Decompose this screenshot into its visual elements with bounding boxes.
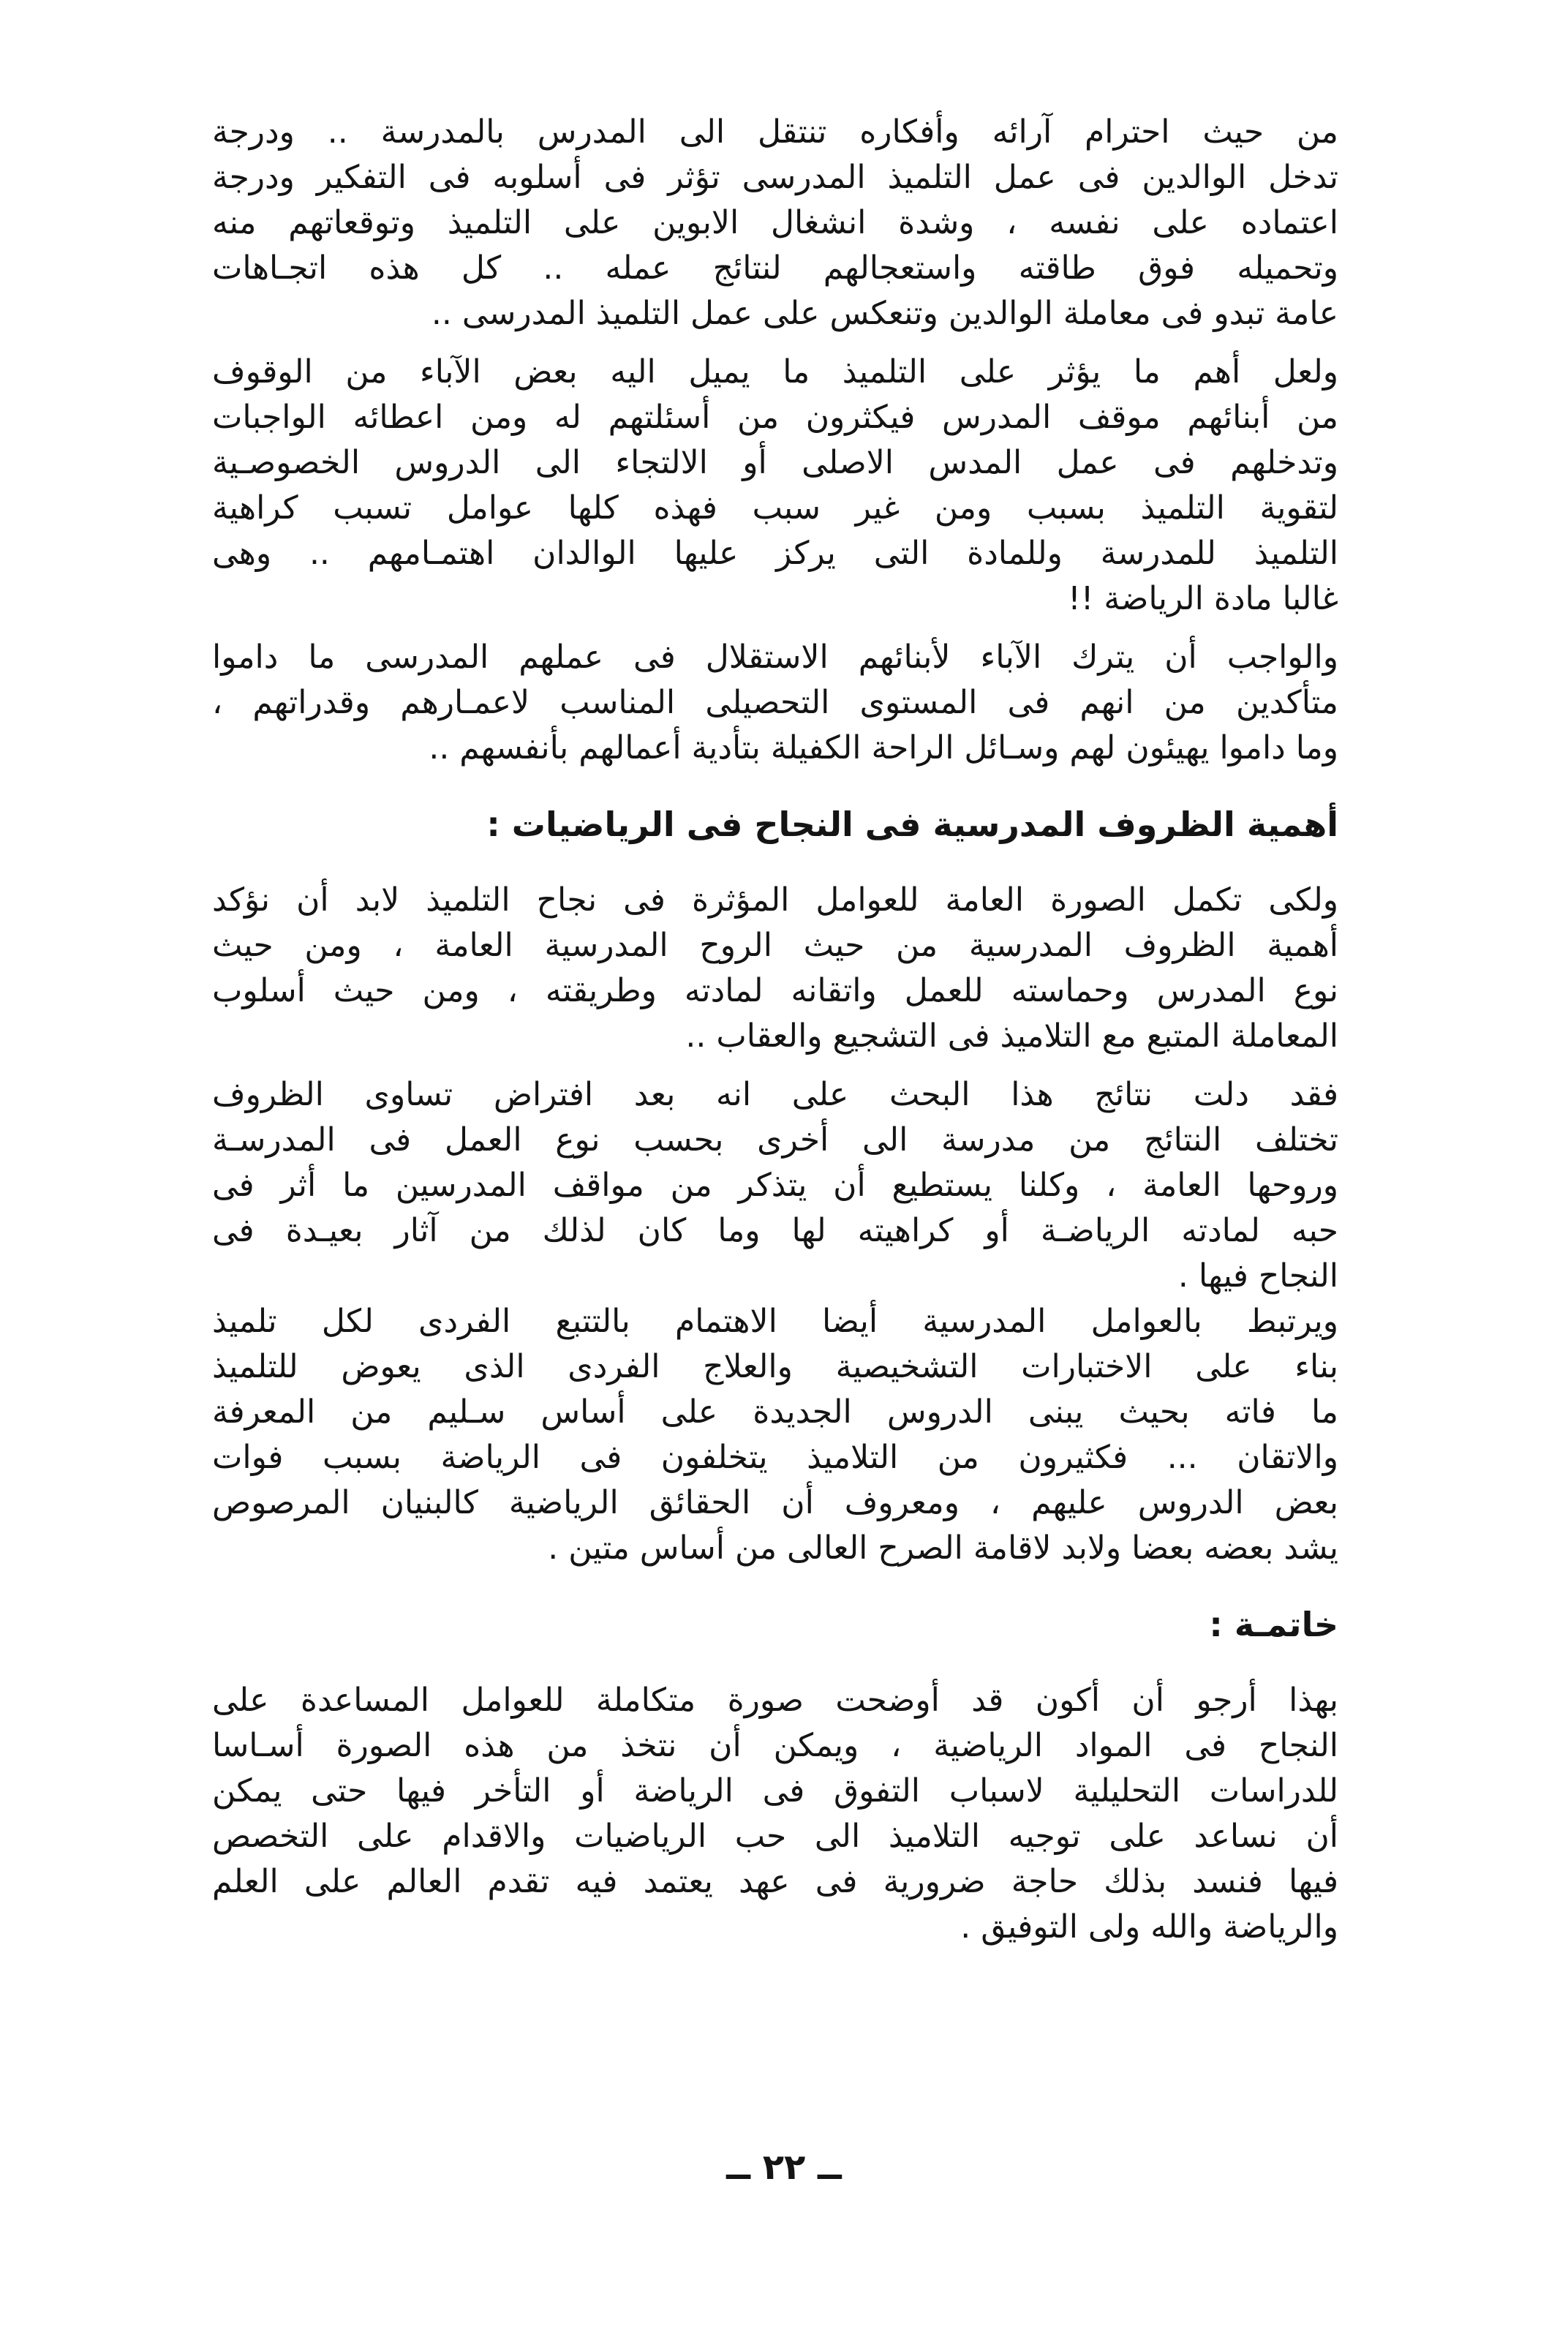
section-heading-conclusion: خاتمـة :	[1209, 1605, 1338, 1644]
text-line: تختلف النتائج من مدرسة الى أخرى بحسب نوع العمل فى المدرسـة	[212, 1121, 1338, 1159]
spacer	[212, 336, 1338, 350]
text-line: من أبنائهم موقف المدرس فيكثرون من أسئلتهم له ومن اعطائه الواجبات	[212, 399, 1338, 436]
text-line: أن نساعد على توجيه التلاميذ الى حب الرياضيات والاقدام على التخصص	[212, 1818, 1338, 1855]
spacer	[212, 1059, 1338, 1072]
text-line: التلميذ للمدرسة وللمادة التى يركز عليها الوالدان اهتمـامهم .. وهى	[212, 535, 1338, 572]
text-line: المعاملة المتبع مع التلاميذ فى التشجيع والعقاب ..	[685, 1017, 1338, 1055]
text-line: يشد بعضه بعضا ولابد لاقامة الصرح العالى من أساس متين .	[548, 1529, 1338, 1567]
text-line: غالبا مادة الرياضة !!	[1068, 580, 1338, 617]
page-number: ــ ٢٢ ــ	[726, 2147, 842, 2188]
paragraph-1	[212, 110, 1338, 336]
text-line: فيها فنسد بذلك حاجة ضرورية فى عهد يعتمد فيه تقدم العالم على العلم	[212, 1863, 1338, 1900]
text-line: بعض الدروس عليهم ، ومعروف أن الحقائق الرياضية كالبنيان المرصوص	[212, 1484, 1338, 1521]
text-line: متأكدين من انهم فى المستوى التحصيلى المناسب لاعمـارهم وقدراتهم ،	[212, 684, 1338, 721]
text-line: والرياضة والله ولى التوفيق .	[960, 1908, 1338, 1946]
text-line: وما داموا يهيئون لهم وسـائل الراحة الكفيلة بتأدية أعمالهم بأنفسهم ..	[429, 729, 1338, 767]
spacer	[212, 1650, 1338, 1678]
text-line: بهذا أرجو أن أكون قد أوضحت صورة متكاملة للعوامل المساعدة على	[212, 1682, 1338, 1719]
text-line: ولكى تكمل الصورة العامة للعوامل المؤثرة فى نجاح التلميذ لابد أن نؤكد	[212, 881, 1338, 919]
page-body	[212, 110, 1338, 2231]
text-line: وتدخلهم فى عمل المدس الاصلى أو الالتجاء الى الدروس الخصوصـية	[212, 444, 1338, 481]
text-line: أهمية الظروف المدرسية من حيث الروح المدرسية العامة ، ومن حيث	[212, 927, 1338, 964]
spacer	[212, 1571, 1338, 1599]
text-line: وتحميله فوق طاقته واستعجالهم لنتائج عمله .. كل هذه اتجـاهات	[212, 249, 1338, 287]
paragraph-2	[212, 350, 1338, 622]
text-line: اعتماده على نفسه ، وشدة انشغال الابوين على التلميذ وتوقعاتهم منه	[212, 204, 1338, 241]
text-line: للدراسات التحليلية لاسباب التفوق فى الرياضة أو التأخر فيها حتى يمكن	[212, 1772, 1338, 1810]
text-line: النجاح فيها .	[1177, 1257, 1338, 1295]
text-line: والواجب أن يترك الآباء لأبنائهم الاستقلال فى عملهم المدرسى ما داموا	[212, 639, 1338, 676]
paragraph-7	[212, 1678, 1338, 1950]
spacer	[212, 850, 1338, 878]
paragraph-4	[212, 878, 1338, 1059]
paragraph-5	[212, 1072, 1338, 1299]
text-line: عامة تبدو فى معاملة الوالدين وتنعكس على عمل التلميذ المدرسى ..	[431, 295, 1338, 332]
spacer	[212, 771, 1338, 799]
text-line: لتقوية التلميذ بسبب ومن غير سبب فهذه كلها عوامل تسبب كراهية	[212, 489, 1338, 527]
section-heading-school-conditions: أهمية الظروف المدرسية فى النجاح فى الرياضيات :	[486, 805, 1338, 844]
text-line: ويرتبط بالعوامل المدرسية أيضا الاهتمام بالتتبع الفردى لكل تلميذ	[212, 1303, 1338, 1340]
paragraph-6	[212, 1299, 1338, 1571]
text-line: حبه لمادته الرياضـة أو كراهيته لها وما كان لذلك من آثار بعيـدة فى	[212, 1212, 1338, 1249]
text-line: ما فاته بحيث يبنى الدروس الجديدة على أساس سـليم من المعرفة	[212, 1393, 1338, 1431]
text-line: النجاح فى المواد الرياضية ، ويمكن أن نتخذ من هذه الصورة أسـاسا	[212, 1727, 1338, 1764]
spacer	[212, 622, 1338, 635]
text-line: ولعل أهم ما يؤثر على التلميذ ما يميل اليه بعض الآباء من الوقوف	[212, 353, 1338, 391]
paragraph-3	[212, 635, 1338, 771]
text-line: وروحها العامة ، وكلنا يستطيع أن يتذكر من مواقف المدرسين ما أثر فى	[212, 1167, 1338, 1204]
text-line: فقد دلت نتائج هذا البحث على انه بعد افتراض تساوى الظروف	[212, 1076, 1338, 1113]
text-line: من حيث احترام آرائه وأفكاره تنتقل الى المدرس بالمدرسة .. ودرجة	[212, 113, 1338, 151]
text-line: تدخل الوالدين فى عمل التلميذ المدرسى تؤثر فى أسلوبه فى التفكير ودرجة	[212, 159, 1338, 196]
text-line: بناء على الاختبارات التشخيصية والعلاج الفردى الذى يعوض للتلميذ	[212, 1348, 1338, 1385]
text-line: والاتقان ... فكثيرون من التلاميذ يتخلفون فى الرياضة بسبب فوات	[212, 1439, 1338, 1476]
text-line: نوع المدرس وحماسته للعمل واتقانه لمادته وطريقته ، ومن حيث أسلوب	[212, 972, 1338, 1009]
